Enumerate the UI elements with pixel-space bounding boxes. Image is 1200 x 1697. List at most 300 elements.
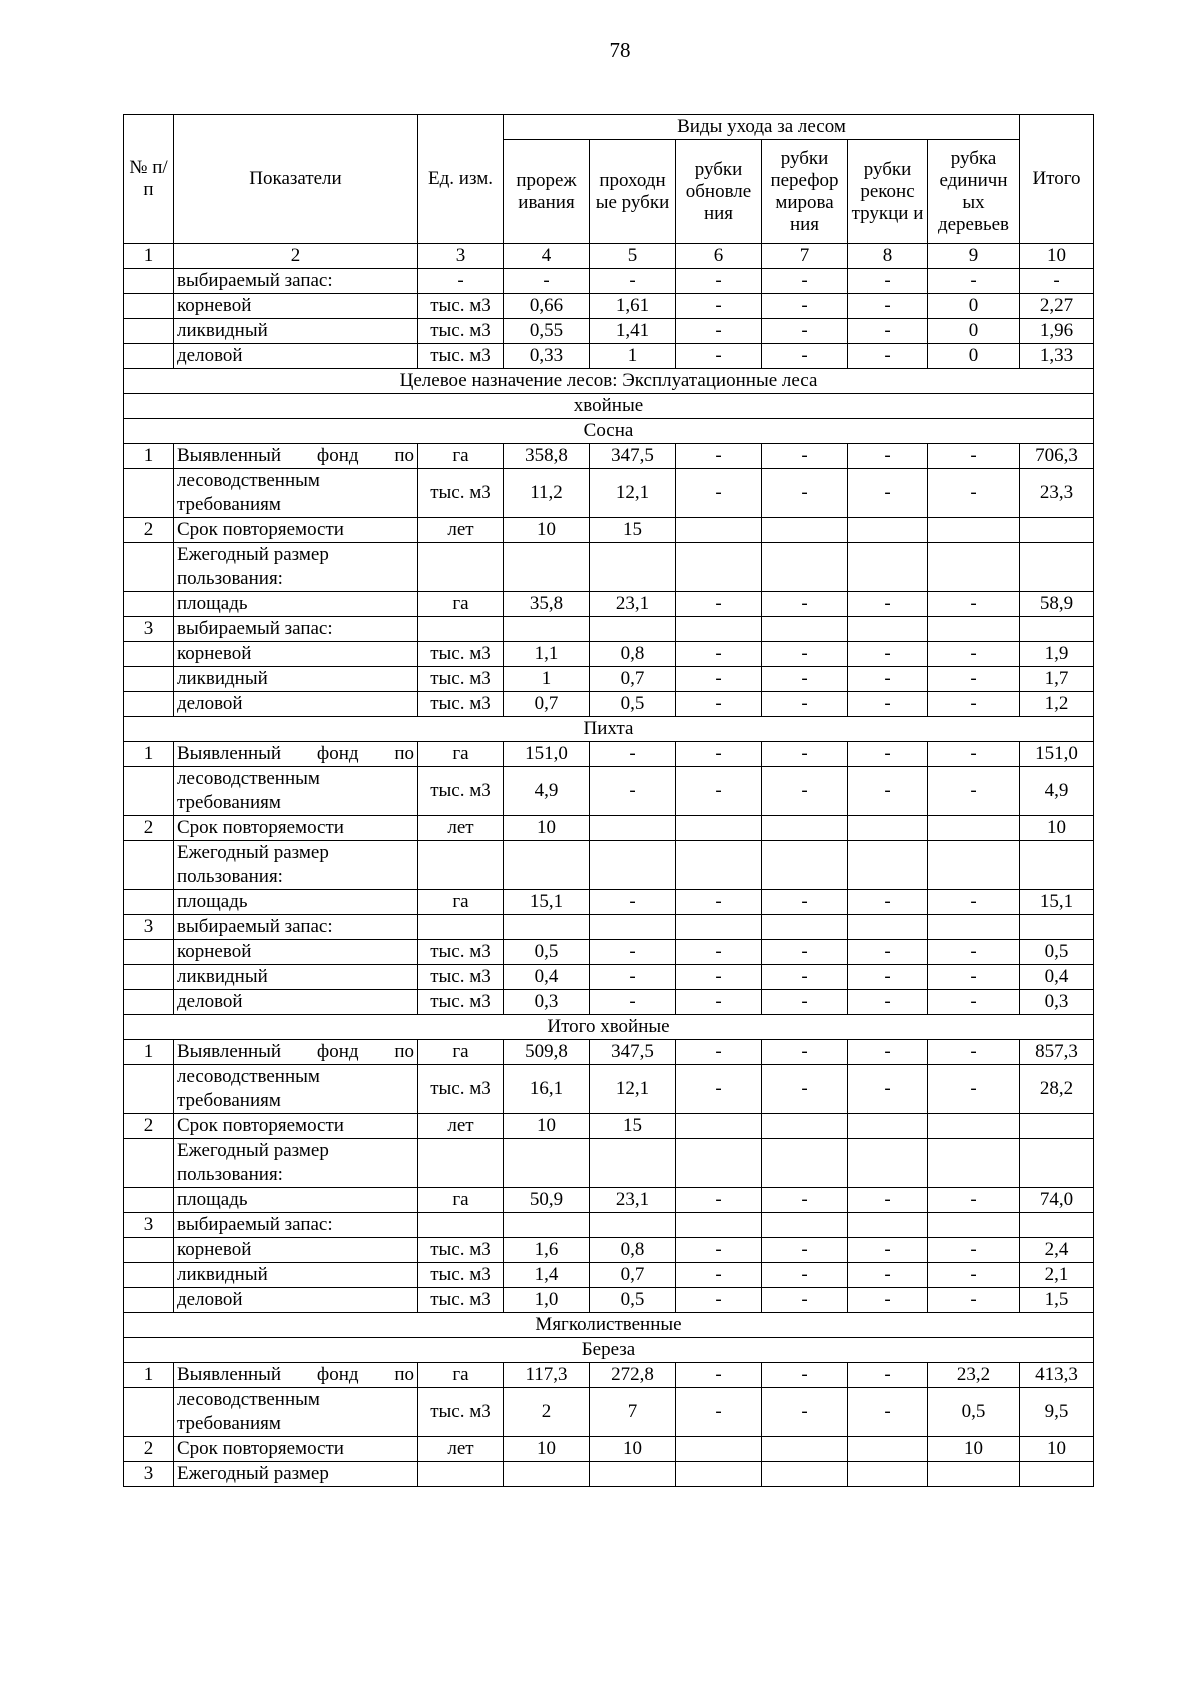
value-cell	[928, 1462, 1020, 1487]
indicator-cell: Срок повторяемости	[174, 1437, 418, 1462]
table-row	[124, 444, 1094, 469]
unit-cell: -	[418, 269, 504, 294]
value-cell	[762, 1462, 848, 1487]
value-cell: 0	[928, 344, 1020, 369]
indicator-cell: лесоводственным требованиям	[174, 767, 418, 816]
value-cell: -	[762, 1065, 848, 1114]
indicator-cell: выбираемый запас:	[174, 617, 418, 642]
indicator-cell: деловой	[174, 344, 418, 369]
value-cell: 0,8	[590, 642, 676, 667]
unit-cell	[418, 1213, 504, 1238]
value-cell	[848, 915, 928, 940]
unit-cell: тыс. м3	[418, 344, 504, 369]
value-cell: -	[676, 344, 762, 369]
table-row	[124, 543, 1094, 592]
value-cell	[590, 617, 676, 642]
value-cell: -	[676, 1288, 762, 1313]
value-cell: -	[762, 940, 848, 965]
value-cell	[762, 1437, 848, 1462]
value-cell: 0,3	[1020, 990, 1094, 1015]
table-row	[124, 692, 1094, 717]
section-row	[124, 1313, 1094, 1338]
unit-cell: тыс. м3	[418, 469, 504, 518]
value-cell	[1020, 1139, 1094, 1188]
value-cell: -	[848, 1188, 928, 1213]
unit-cell: тыс. м3	[418, 294, 504, 319]
value-cell	[928, 518, 1020, 543]
row-number-cell: 2	[124, 1114, 174, 1139]
value-cell	[848, 1437, 928, 1462]
forest-care-table	[123, 114, 1094, 1487]
section-title: Мягколиственные	[124, 1313, 1094, 1338]
value-cell	[1020, 841, 1094, 890]
unit-cell: тыс. м3	[418, 1388, 504, 1437]
row-number-cell	[124, 1139, 174, 1188]
value-cell: -	[676, 319, 762, 344]
indicator-cell: ликвидный	[174, 667, 418, 692]
row-number-cell: 2	[124, 1437, 174, 1462]
value-cell: -	[762, 965, 848, 990]
value-cell: 272,8	[590, 1363, 676, 1388]
unit-cell: га	[418, 890, 504, 915]
value-cell	[928, 617, 1020, 642]
indicator-cell: Ежегодный размер пользования:	[174, 841, 418, 890]
value-cell: -	[676, 444, 762, 469]
value-cell: -	[762, 642, 848, 667]
row-number-cell	[124, 1065, 174, 1114]
value-cell: 50,9	[504, 1188, 590, 1213]
unit-cell: тыс. м3	[418, 692, 504, 717]
value-cell	[504, 841, 590, 890]
value-cell: 0,7	[590, 667, 676, 692]
value-cell	[504, 543, 590, 592]
unit-cell: тыс. м3	[418, 1288, 504, 1313]
row-number-cell	[124, 1263, 174, 1288]
value-cell: -	[676, 890, 762, 915]
indicator-cell: площадь	[174, 1188, 418, 1213]
value-cell: 11,2	[504, 469, 590, 518]
unit-cell: тыс. м3	[418, 990, 504, 1015]
value-cell	[504, 1213, 590, 1238]
table-row	[124, 742, 1094, 767]
value-cell: 2,1	[1020, 1263, 1094, 1288]
value-cell: 10	[504, 1437, 590, 1462]
col-header-total: Итого	[1020, 115, 1094, 244]
value-cell: 151,0	[504, 742, 590, 767]
value-cell	[848, 1139, 928, 1188]
value-cell: -	[676, 1363, 762, 1388]
value-cell: -	[762, 269, 848, 294]
value-cell: -	[762, 1188, 848, 1213]
value-cell	[1020, 1114, 1094, 1139]
value-cell: 0,7	[590, 1263, 676, 1288]
table-row	[124, 1040, 1094, 1065]
value-cell: -	[928, 269, 1020, 294]
value-cell	[590, 543, 676, 592]
value-cell	[848, 1114, 928, 1139]
row-number-cell	[124, 990, 174, 1015]
value-cell	[590, 816, 676, 841]
indicator-cell: выбираемый запас:	[174, 1213, 418, 1238]
section-row	[124, 1015, 1094, 1040]
value-cell: -	[848, 642, 928, 667]
value-cell: -	[928, 1288, 1020, 1313]
section-title: хвойные	[124, 394, 1094, 419]
value-cell: -	[848, 294, 928, 319]
value-cell: -	[848, 692, 928, 717]
table-row	[124, 469, 1094, 518]
table-row	[124, 269, 1094, 294]
value-cell: -	[590, 990, 676, 1015]
value-cell: -	[590, 890, 676, 915]
value-cell: 28,2	[1020, 1065, 1094, 1114]
value-cell: 0,33	[504, 344, 590, 369]
value-cell: 117,3	[504, 1363, 590, 1388]
value-cell: 10	[590, 1437, 676, 1462]
value-cell: 347,5	[590, 444, 676, 469]
value-cell: 0,8	[590, 1238, 676, 1263]
column-number: 8	[848, 244, 928, 269]
value-cell: 35,8	[504, 592, 590, 617]
value-cell: 15	[590, 518, 676, 543]
unit-cell	[418, 841, 504, 890]
table-row	[124, 915, 1094, 940]
value-cell	[848, 816, 928, 841]
indicator-cell: корневой	[174, 642, 418, 667]
value-cell: -	[762, 294, 848, 319]
value-cell: -	[928, 990, 1020, 1015]
value-cell: 1,33	[1020, 344, 1094, 369]
column-number: 1	[124, 244, 174, 269]
unit-cell: лет	[418, 1437, 504, 1462]
value-cell: -	[848, 444, 928, 469]
indicator-cell: Срок повторяемости	[174, 816, 418, 841]
value-cell: -	[928, 1188, 1020, 1213]
value-cell: 0,4	[1020, 965, 1094, 990]
value-cell: -	[676, 692, 762, 717]
value-cell: -	[848, 592, 928, 617]
value-cell	[504, 915, 590, 940]
value-cell: 0,5	[928, 1388, 1020, 1437]
value-cell: 151,0	[1020, 742, 1094, 767]
indicator-cell: Ежегодный размер	[174, 1462, 418, 1487]
unit-cell: тыс. м3	[418, 667, 504, 692]
row-number-cell	[124, 269, 174, 294]
row-number-cell: 3	[124, 617, 174, 642]
row-number-cell: 1	[124, 444, 174, 469]
value-cell: 1,7	[1020, 667, 1094, 692]
value-cell	[504, 617, 590, 642]
table-row	[124, 1139, 1094, 1188]
value-cell: -	[762, 469, 848, 518]
table-row	[124, 1288, 1094, 1313]
row-number-cell: 2	[124, 816, 174, 841]
value-cell: -	[762, 742, 848, 767]
value-cell: 10	[928, 1437, 1020, 1462]
value-cell	[848, 518, 928, 543]
table-row	[124, 1263, 1094, 1288]
row-number-cell: 1	[124, 1363, 174, 1388]
value-cell: 413,3	[1020, 1363, 1094, 1388]
value-cell: -	[928, 1065, 1020, 1114]
value-cell: 0	[928, 294, 1020, 319]
table-row	[124, 1462, 1094, 1487]
value-cell: -	[848, 1238, 928, 1263]
value-cell: 10	[504, 518, 590, 543]
value-cell: -	[848, 469, 928, 518]
value-cell	[762, 816, 848, 841]
value-cell	[676, 841, 762, 890]
value-cell	[848, 617, 928, 642]
section-title: Пихта	[124, 717, 1094, 742]
value-cell	[762, 1114, 848, 1139]
col-header-num: № п/п	[124, 115, 174, 244]
unit-cell: тыс. м3	[418, 965, 504, 990]
value-cell: -	[676, 940, 762, 965]
value-cell: -	[676, 1238, 762, 1263]
value-cell: 0,5	[1020, 940, 1094, 965]
value-cell: 16,1	[504, 1065, 590, 1114]
value-cell: -	[676, 1040, 762, 1065]
indicator-cell: лесоводственным требованиям	[174, 469, 418, 518]
value-cell	[762, 1213, 848, 1238]
value-cell: 4,9	[1020, 767, 1094, 816]
value-cell: 15,1	[1020, 890, 1094, 915]
value-cell: 358,8	[504, 444, 590, 469]
value-cell: -	[928, 667, 1020, 692]
value-cell	[848, 1213, 928, 1238]
col-header-care-type: прореж ивания	[504, 140, 590, 244]
table-row	[124, 518, 1094, 543]
value-cell	[676, 617, 762, 642]
indicator-cell: Выявленный фонд по	[174, 1363, 418, 1388]
indicator-cell: ликвидный	[174, 1263, 418, 1288]
value-cell: 23,1	[590, 1188, 676, 1213]
table-row	[124, 1363, 1094, 1388]
table-row	[124, 1114, 1094, 1139]
value-cell: -	[848, 1388, 928, 1437]
value-cell: 23,3	[1020, 469, 1094, 518]
value-cell: 1	[590, 344, 676, 369]
value-cell: 12,1	[590, 469, 676, 518]
value-cell: -	[848, 940, 928, 965]
value-cell: -	[676, 294, 762, 319]
unit-cell: тыс. м3	[418, 767, 504, 816]
column-number: 5	[590, 244, 676, 269]
value-cell: -	[928, 642, 1020, 667]
value-cell	[676, 1114, 762, 1139]
table-row	[124, 965, 1094, 990]
unit-cell: га	[418, 1040, 504, 1065]
col-header-care-type: рубка единичн ых деревьев	[928, 140, 1020, 244]
unit-cell: га	[418, 742, 504, 767]
value-cell: -	[762, 692, 848, 717]
value-cell: -	[590, 965, 676, 990]
value-cell	[504, 1462, 590, 1487]
value-cell	[1020, 543, 1094, 592]
value-cell: -	[590, 940, 676, 965]
value-cell: 1,96	[1020, 319, 1094, 344]
table-row	[124, 1238, 1094, 1263]
unit-cell	[418, 915, 504, 940]
indicator-cell: лесоводственным требованиям	[174, 1388, 418, 1437]
unit-cell	[418, 543, 504, 592]
value-cell: -	[848, 1040, 928, 1065]
unit-cell: тыс. м3	[418, 1263, 504, 1288]
table-body	[124, 269, 1094, 1487]
value-cell: 0	[928, 319, 1020, 344]
value-cell: 0,5	[504, 940, 590, 965]
value-cell: -	[762, 319, 848, 344]
value-cell	[676, 1437, 762, 1462]
value-cell: -	[762, 890, 848, 915]
indicator-cell: корневой	[174, 294, 418, 319]
indicator-cell: деловой	[174, 1288, 418, 1313]
unit-cell: га	[418, 444, 504, 469]
row-number-cell	[124, 1288, 174, 1313]
row-number-cell	[124, 692, 174, 717]
value-cell: 706,3	[1020, 444, 1094, 469]
value-cell: -	[590, 767, 676, 816]
table-row	[124, 1437, 1094, 1462]
indicator-cell: ликвидный	[174, 965, 418, 990]
value-cell: 0,4	[504, 965, 590, 990]
row-number-cell	[124, 667, 174, 692]
value-cell: -	[504, 269, 590, 294]
value-cell: -	[928, 1238, 1020, 1263]
value-cell: 10	[1020, 816, 1094, 841]
col-header-care-type: рубки реконс трукци и	[848, 140, 928, 244]
table-row	[124, 294, 1094, 319]
value-cell: 9,5	[1020, 1388, 1094, 1437]
value-cell: 1,2	[1020, 692, 1094, 717]
value-cell	[848, 543, 928, 592]
value-cell: 1,4	[504, 1263, 590, 1288]
column-number: 6	[676, 244, 762, 269]
value-cell	[848, 841, 928, 890]
section-row	[124, 369, 1094, 394]
value-cell	[676, 518, 762, 543]
value-cell: -	[676, 1065, 762, 1114]
col-header-care-type: проходн ые рубки	[590, 140, 676, 244]
value-cell: -	[676, 642, 762, 667]
row-number-cell: 3	[124, 1462, 174, 1487]
value-cell: 1,61	[590, 294, 676, 319]
indicator-cell: Ежегодный размер пользования:	[174, 1139, 418, 1188]
indicator-cell: Ежегодный размер пользования:	[174, 543, 418, 592]
value-cell	[1020, 1213, 1094, 1238]
unit-cell: тыс. м3	[418, 319, 504, 344]
row-number-cell: 2	[124, 518, 174, 543]
value-cell: 1,0	[504, 1288, 590, 1313]
value-cell	[1020, 617, 1094, 642]
value-cell: -	[676, 469, 762, 518]
value-cell	[928, 816, 1020, 841]
col-header-indicators: Показатели	[174, 115, 418, 244]
value-cell: -	[1020, 269, 1094, 294]
value-cell: -	[762, 344, 848, 369]
value-cell: -	[848, 890, 928, 915]
row-number-cell: 1	[124, 1040, 174, 1065]
value-cell: 509,8	[504, 1040, 590, 1065]
value-cell: 7	[590, 1388, 676, 1437]
row-number-cell	[124, 294, 174, 319]
value-cell: -	[676, 1188, 762, 1213]
row-number-cell	[124, 344, 174, 369]
section-row	[124, 419, 1094, 444]
unit-cell	[418, 1462, 504, 1487]
value-cell	[676, 1462, 762, 1487]
row-number-cell	[124, 940, 174, 965]
table-row	[124, 841, 1094, 890]
value-cell: -	[928, 940, 1020, 965]
indicator-cell: Срок повторяемости	[174, 1114, 418, 1139]
value-cell	[762, 543, 848, 592]
value-cell: -	[676, 1388, 762, 1437]
table-row	[124, 592, 1094, 617]
value-cell: -	[848, 742, 928, 767]
value-cell: 1,6	[504, 1238, 590, 1263]
value-cell: 23,1	[590, 592, 676, 617]
value-cell: -	[676, 269, 762, 294]
value-cell: -	[848, 667, 928, 692]
indicator-cell: Выявленный фонд по	[174, 1040, 418, 1065]
table-row	[124, 890, 1094, 915]
section-row	[124, 1338, 1094, 1363]
value-cell: 2,4	[1020, 1238, 1094, 1263]
value-cell: 15	[590, 1114, 676, 1139]
table-row	[124, 642, 1094, 667]
indicator-cell: площадь	[174, 592, 418, 617]
col-header-unit: Ед. изм.	[418, 115, 504, 244]
value-cell: -	[676, 767, 762, 816]
value-cell	[1020, 518, 1094, 543]
unit-cell: га	[418, 1188, 504, 1213]
value-cell	[762, 518, 848, 543]
value-cell: 1,9	[1020, 642, 1094, 667]
section-title: Итого хвойные	[124, 1015, 1094, 1040]
value-cell: -	[676, 1263, 762, 1288]
value-cell: 23,2	[928, 1363, 1020, 1388]
value-cell	[762, 841, 848, 890]
unit-cell: га	[418, 1363, 504, 1388]
unit-cell: тыс. м3	[418, 940, 504, 965]
unit-cell	[418, 1139, 504, 1188]
row-number-cell	[124, 1188, 174, 1213]
indicator-cell: выбираемый запас:	[174, 269, 418, 294]
value-cell: -	[928, 767, 1020, 816]
value-cell	[676, 816, 762, 841]
table-row	[124, 1388, 1094, 1437]
indicator-cell: Выявленный фонд по	[174, 742, 418, 767]
value-cell: -	[762, 1363, 848, 1388]
value-cell	[590, 1462, 676, 1487]
value-cell	[1020, 1462, 1094, 1487]
value-cell: 0,5	[590, 1288, 676, 1313]
value-cell: -	[762, 1238, 848, 1263]
value-cell: -	[590, 742, 676, 767]
page-number: 78	[609, 38, 631, 62]
row-number-cell	[124, 543, 174, 592]
value-cell	[676, 1213, 762, 1238]
value-cell: -	[848, 319, 928, 344]
value-cell	[590, 1213, 676, 1238]
value-cell: -	[848, 767, 928, 816]
row-number-cell: 3	[124, 915, 174, 940]
value-cell	[590, 915, 676, 940]
value-cell	[762, 617, 848, 642]
value-cell	[928, 1114, 1020, 1139]
